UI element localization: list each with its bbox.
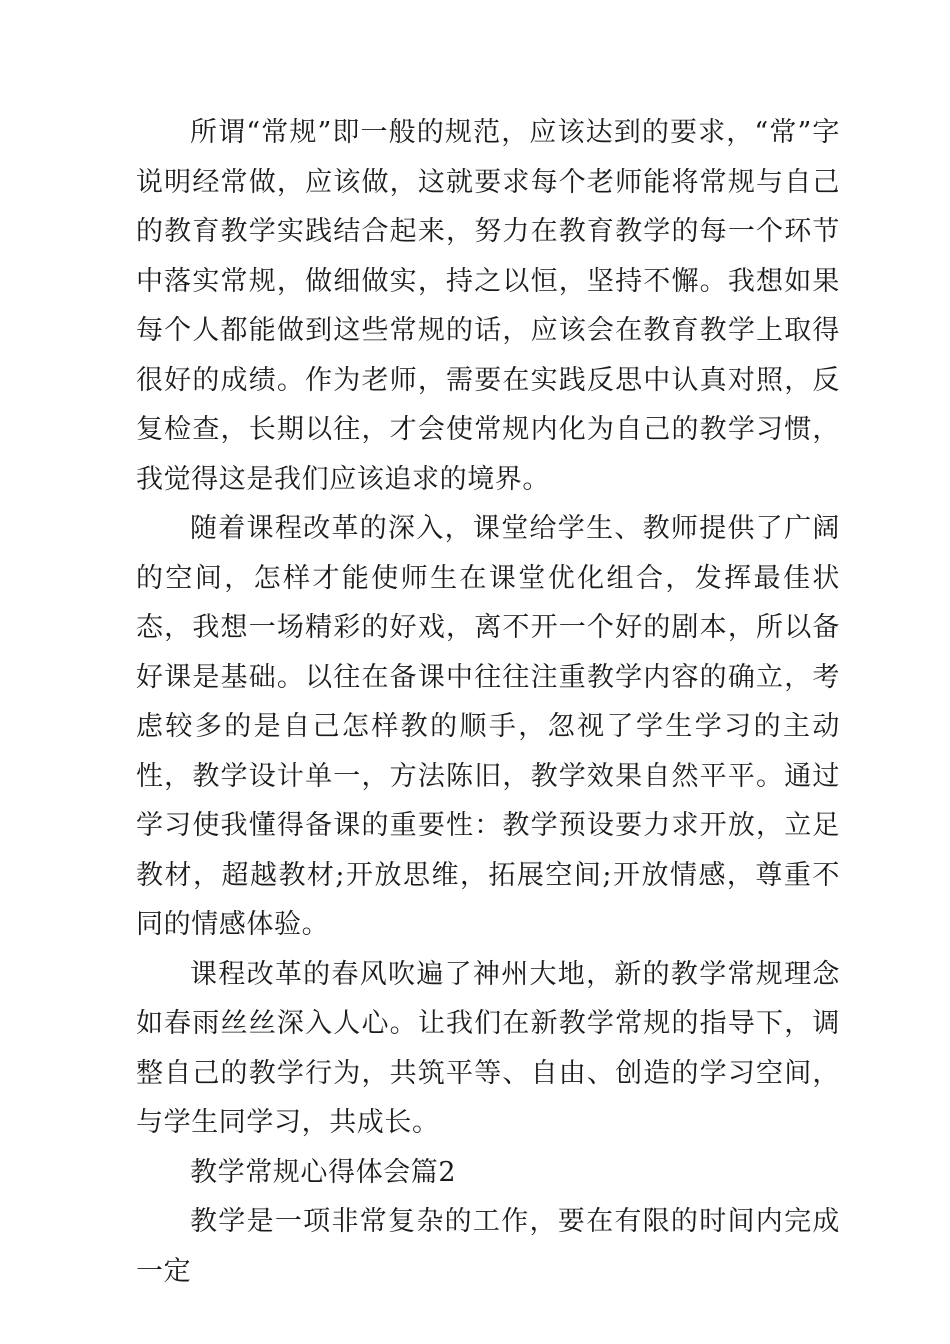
paragraph-3: 课程改革的春风吹遍了神州大地，新的教学常规理念如春雨丝丝深入人心。让我们在新教学常规的指导下，调整自己的教学行为，共筑平等、自由、创造的学习空间，与学生同学习，共成长。 bbox=[136, 958, 840, 1138]
paragraph-2: 随着课程改革的深入，课堂给学生、教师提供了广阔的空间，怎样才能使师生在课堂优化组合，发挥最佳状态，我想一场精彩的好戏，离不开一个好的剧本，所以备好课是基础。以往在备课中往往注重教学内容的确立，考虑较多的是自己怎样教的顺手，忽视了学生学习的主动性，教学设计单一，方法陈旧，教学效果自然平平。通过学习使我懂得备课的重要性：教学预设要力求开放，立足教材，超越教材;开放思维，拓展空间;开放情感，尊重不同的情感体验。 bbox=[136, 513, 840, 940]
document-body bbox=[136, 108, 840, 1296]
paragraph-4: 教学是一项非常复杂的工作，要在有限的时间内完成一定 bbox=[136, 1206, 840, 1287]
paragraph-1: 所谓“常规”即一般的规范，应该达到的要求，“常”字说明经常做，应该做，这就要求每个老师能将常规与自己的教育教学实践结合起来，努力在教育教学的每一个环节中落实常规，做细做实，持之以恒，坚持不懈。我想如果每个人都能做到这些常规的话，应该会在教育教学上取得很好的成绩。作为老师，需要在实践反思中认真对照，反复检查，长期以往，才会使常规内化为自己的教学习惯，我觉得这是我们应该追求的境界。 bbox=[136, 117, 840, 495]
section-heading: 教学常规心得体会篇2 bbox=[190, 1156, 457, 1188]
